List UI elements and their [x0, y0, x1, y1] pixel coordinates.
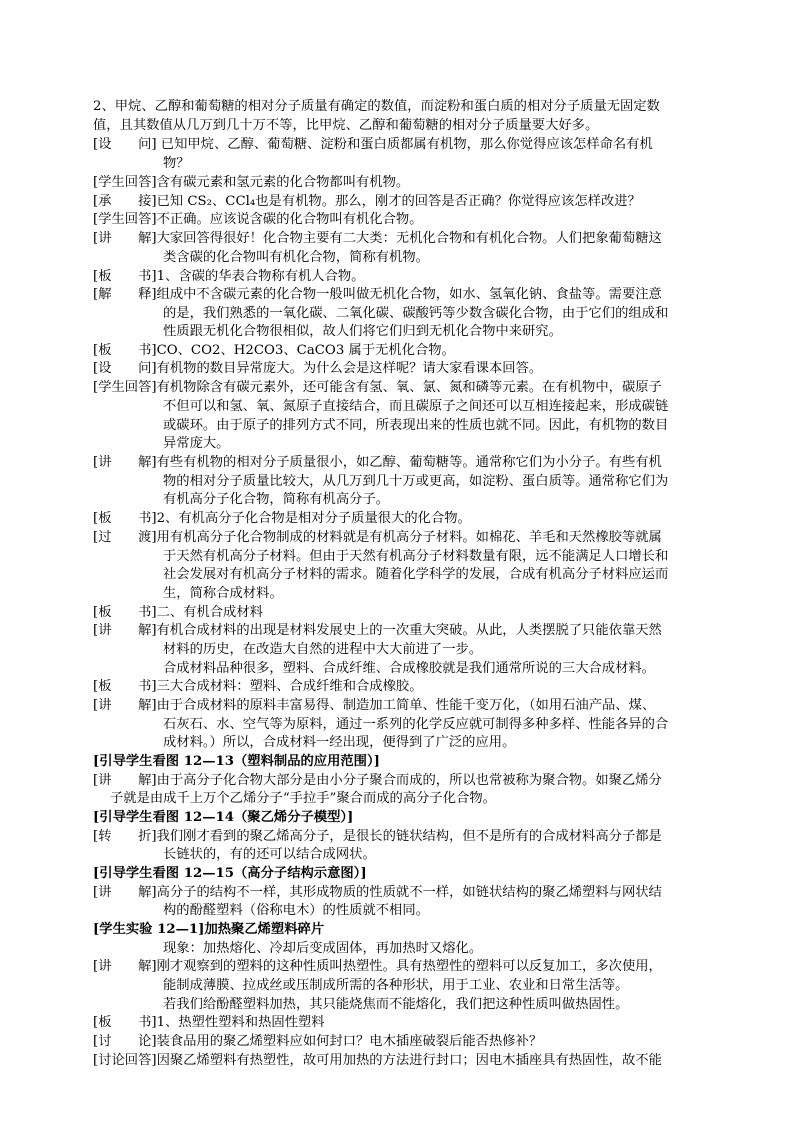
text-line: 不但可以和氢、氧、氮原子直接结合，而且碳原子之间还可以互相连接起来，形成碳链 [163, 399, 669, 414]
text-line: [讨论回答]因聚乙烯塑料有热塑性，故可用加热的方法进行封口；因电木插座具有热固性，故不能 [93, 1053, 662, 1068]
text-line: [引导学生看图 12—15（高分子结构示意图）] [93, 866, 367, 881]
text-line: [讲 解]由于高分子化合物大部分是由小分子聚合而成的，所以也常被称为聚合物。如聚乙烯分 [93, 773, 662, 788]
text-line: 石灰石、水、空气等为原料，通过一系列的化学反应就可制得多种多样、性能各异的合 [163, 717, 669, 732]
text-line: [设 问] 已知甲烷、乙醇、葡萄糖、淀粉和蛋白质都属有机物，那么你觉得应该怎样命名有机 [93, 137, 653, 152]
text-line: 有机高分子化合物，简称有机高分子。 [163, 492, 390, 507]
text-line: 合成材料品种很多，塑料、合成纤维、合成橡胶就是我们通常所说的三大合成材料。 [163, 661, 655, 676]
text-line: [引导学生看图 12—14（聚乙烯分子模型）] [93, 810, 354, 825]
text-line: [讨 论]装食品用的聚乙烯塑料应如何封口？电木插座破裂后能否热修补？ [93, 1034, 543, 1049]
text-line: 的是，我们熟悉的一氧化碳、二氧化碳、碳酸钙等少数含碳化合物，由于它们的组成和 [163, 306, 669, 321]
text-line: [板 书]三大合成材料：塑料、合成纤维和合成橡胶。 [93, 679, 423, 694]
text-line: [设 问]有机物的数目异常庞大。为什么会是这样呢？请大家看课本回答。 [93, 361, 543, 376]
text-line: 若我们给酚醛塑料加热，其只能烧焦而不能熔化，我们把这种性质叫做热固性。 [163, 997, 629, 1012]
text-line: [讲 解]有机合成材料的出现是材料发展史上的一次重大突破。从此，人类摆脱了只能依靠天然 [93, 623, 662, 638]
text-line: [讲 解]由于合成材料的原料丰富易得、制造加工简单、性能千变万化，（如用石油产品、煤、 [93, 698, 656, 713]
text-line: 子就是由成千上万个乙烯分子“手拉手”聚合而成的高分子化合物。 [110, 791, 496, 806]
text-line: 能制成薄膜、拉成丝或压制成所需的各种形状，用于工业、农业和日常生活等。 [163, 978, 629, 993]
text-line: 现象：加热熔化、冷却后变成固体，再加热时又熔化。 [163, 941, 483, 956]
text-line: [板 书]CO、CO2、H2CO3、CaCO3 属于无机化合物。 [93, 343, 455, 358]
text-line: 异常庞大。 [163, 436, 230, 451]
text-line: [板 书]2、有机高分子化合物是相对分子质量很大的化合物。 [93, 511, 471, 526]
text-line: [讲 解]高分子的结构不一样，其形成物质的性质就不一样，如链状结构的聚乙烯塑料与网状结 [93, 885, 662, 900]
text-line: 物的相对分子质量比较大，从几万到几十万或更高，如淀粉、蛋白质等。通常称它们为 [163, 474, 669, 489]
text-line: 值，且其数值从几万到几十万不等，比甲烷、乙醇和葡萄糖的相对分子质量要大好多。 [93, 118, 599, 133]
text-line: [学生回答]不正确。应该说含碳的化合物叫有机化合物。 [93, 212, 423, 227]
text-line: [承 接]已知 CS₂、CCl₄也是有机物。那么，刚才的回答是否正确？你觉得应该怎样改进？ [93, 194, 641, 209]
text-line: [过 渡]用有机高分子化合物制成的材料就是有机高分子材料。如棉花、羊毛和天然橡胶等就属 [93, 530, 662, 545]
text-line: 于天然有机高分子材料。但由于天然有机高分子材料数量有限，远不能满足人口增长和 [163, 549, 669, 564]
text-line: [学生回答]有机物除含有碳元素外，还可能含有氢、氧、氯、氮和磷等元素。在有机物中，碳原子 [93, 380, 662, 395]
text-line: 类含碳的化合物叫有机化合物，简称有机物。 [163, 250, 429, 265]
text-line: 物？ [163, 156, 190, 171]
text-line: 材料的历史，在改造大自然的进程中大大前进了一步。 [163, 642, 483, 657]
text-line: [学生回答]含有碳元素和氢元素的化合物都叫有机物。 [93, 175, 410, 190]
text-line: 社会发展对有机高分子材料的需求。随着化学科学的发展，合成有机高分子材料应运而 [163, 567, 669, 582]
text-line: [解 释]组成中不含碳元素的化合物一般叫做无机化合物，如水、氢氧化钠、食盐等。需要注意 [93, 287, 662, 302]
text-line: 生，简称合成材料。 [163, 586, 283, 601]
text-line: [板 书]1、热塑性塑料和热固性塑料 [93, 1015, 325, 1030]
text-line: [板 书]二、有机合成材料 [93, 605, 263, 620]
text-line: 2、甲烷、乙醇和葡萄糖的相对分子质量有确定的数值，而淀粉和蛋白质的相对分子质量无固定数 [93, 99, 660, 114]
text-line: 成材料。）所以，合成材料一经出现，便得到了广泛的应用。 [163, 735, 516, 750]
text-line: [转 折]我们刚才看到的聚乙烯高分子，是很长的链状结构，但不是所有的合成材料高分子都是 [93, 829, 662, 844]
text-line: [学生实验 12—1]加热聚乙烯塑料碎片 [93, 922, 325, 937]
text-line: [讲 解]大家回答得很好！化合物主要有二大类：无机化合物和有机化合物。人们把象葡萄糖这 [93, 231, 662, 246]
text-line: [讲 解]刚才观察到的塑料的这种性质叫热塑性。具有热塑性的塑料可以反复加工，多次使用， [93, 959, 662, 974]
text-line: 性质跟无机化合物很相似，故人们将它们归到无机化合物中来研究。 [163, 324, 562, 339]
text-line: 或碳环。由于原子的排列方式不同，所表现出来的性质也就不同。因此，有机物的数目 [163, 418, 669, 433]
text-line: 长链状的，有的还可以结合成网状。 [163, 847, 376, 862]
text-line: [引导学生看图 12—13（塑料制品的应用范围）] [93, 754, 380, 769]
text-line: 构的酚醛塑料（俗称电木）的性质就不相同。 [163, 903, 429, 918]
text-line: [讲 解]有些有机物的相对分子质量很小，如乙醇、葡萄糖等。通常称它们为小分子。有些有机 [93, 455, 662, 470]
text-line: [板 书]1、含碳的华表合物称有机人合物。 [93, 269, 365, 284]
